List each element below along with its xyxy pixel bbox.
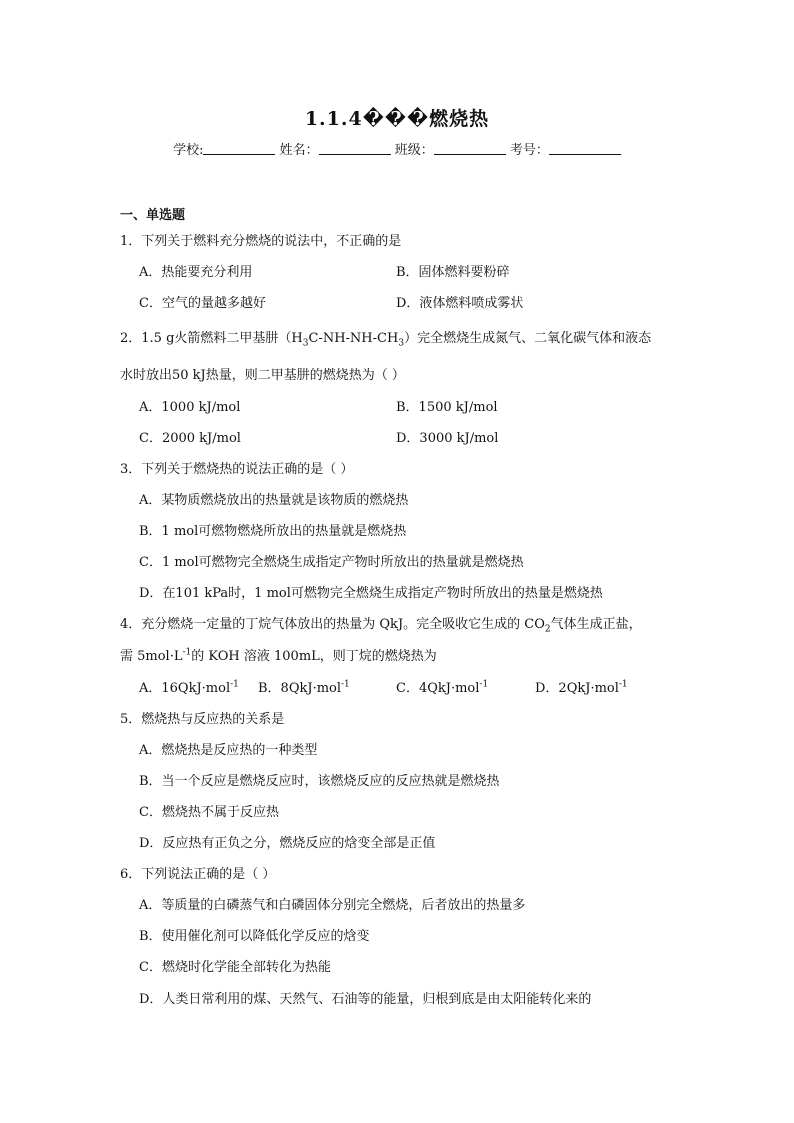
q2-stem-part-b: C-NH-NH-CH [308,331,399,346]
question-3-stem: 3．下列关于燃烧热的说法正确的是（ ） [120,462,354,477]
q4-option-b-sup: -1 [341,679,350,690]
q4-stem2-part-b: 的 KOH 溶液 100mL，则丁烷的燃烧热为 [191,649,437,664]
q4-stem2-part-a: 需 5mol·L [120,649,183,664]
class-blank[interactable] [434,142,506,155]
q4-option-d-sup: -1 [618,679,628,690]
q3-option-d: D．在101 kPa时，1 mol可燃物完全燃烧生成指定产物时所放出的热量是燃烧热 [139,586,603,601]
q4-option-b [258,677,350,696]
q5-option-b: B．当一个反应是燃烧反应时，该燃烧反应的反应热就是燃烧热 [139,774,500,789]
q3-option-a: A．某物质燃烧放出的热量就是该物质的燃烧热 [139,493,409,508]
q3-option-c: C．1 mol可燃物完全燃烧生成指定产物时所放出的热量就是燃烧热 [139,555,524,570]
q2-subscript-2: 3 [398,338,405,349]
q2-option-c: C．2000 kJ/mol [139,431,241,446]
q2-stem-part-c: ）完全燃烧生成氮气、二氧化碳气体和液态 [404,331,652,346]
question-2-stem-line2: 水时放出50 kJ热量，则二甲基肼的燃烧热为（ ） [120,368,405,383]
q2-option-a: A．1000 kJ/mol [139,400,241,415]
q4-option-c-text: C．4QkJ·mol [396,681,480,696]
q4-stem-part-b: 气体生成正盐， [550,617,642,632]
page-title: 1.1.4���燃烧热 [304,108,490,130]
q4-option-a-text: A．16QkJ·mol [139,681,231,696]
q4-option-d-text: D．2QkJ·mol [535,681,619,696]
name-label: 姓名： [279,143,319,158]
question-4-stem [120,613,642,635]
q5-option-d: D．反应热有正负之分，燃烧反应的焓变全部是正值 [139,836,436,851]
q4-option-b-text: B．8QkJ·mol [258,681,342,696]
q4-option-c [396,677,488,696]
question-5-stem: 5．燃烧热与反应热的关系是 [120,712,285,727]
q6-option-c: C．燃烧时化学能全部转化为热能 [139,960,331,975]
q1-option-b: B．固体燃料要粉碎 [396,265,510,280]
q2-stem-part-a: 2．1.5 g火箭燃料二甲基肼（H [120,331,303,346]
q1-option-a: A．热能要充分利用 [139,265,253,280]
number-blank[interactable] [549,142,621,155]
number-label: 考号： [509,143,549,158]
school-blank[interactable] [203,142,275,155]
question-4-stem-line2 [120,645,437,664]
q1-option-c: C．空气的量越多越好 [139,296,266,311]
q4-stem-part-a: 4．充分燃烧一定量的丁烷气体放出的热量为 QkJ。完全吸收它生成的 CO [120,617,545,632]
q4-superscript: -1 [182,647,192,658]
name-blank[interactable] [319,142,391,155]
q3-option-b: B．1 mol可燃物燃烧所放出的热量就是燃烧热 [139,524,407,539]
q2-option-b: B．1500 kJ/mol [396,400,498,415]
q2-subscript-1: 3 [302,338,309,349]
q4-option-c-sup: -1 [479,679,489,690]
q5-option-c: C．燃烧热不属于反应热 [139,805,279,820]
class-label: 班级： [394,143,434,158]
q4-option-a-sup: -1 [230,679,239,690]
q2-option-d: D．3000 kJ/mol [396,431,499,446]
q4-option-d [535,677,628,696]
q4-option-a [139,677,239,696]
question-2-stem [120,327,651,349]
q1-option-d: D．液体燃料喷成雾状 [396,296,524,311]
q5-option-a: A．燃烧热是反应热的一种类型 [139,743,318,758]
section-heading: 一、单选题 [120,208,186,223]
student-info-line [0,139,794,158]
question-1-stem: 1．下列关于燃料充分燃烧的说法中，不正确的是 [120,234,402,249]
q6-option-a: A．等质量的白磷蒸气和白磷固体分别完全燃烧，后者放出的热量多 [139,898,526,913]
q6-option-b: B．使用催化剂可以降低化学反应的焓变 [139,929,370,944]
q4-subscript: 2 [544,624,551,635]
question-6-stem: 6．下列说法正确的是（ ） [120,867,276,882]
school-label: 学校: [173,143,204,158]
q6-option-d: D．人类日常利用的煤、天然气、石油等的能量，归根到底是由太阳能转化来的 [139,992,592,1007]
